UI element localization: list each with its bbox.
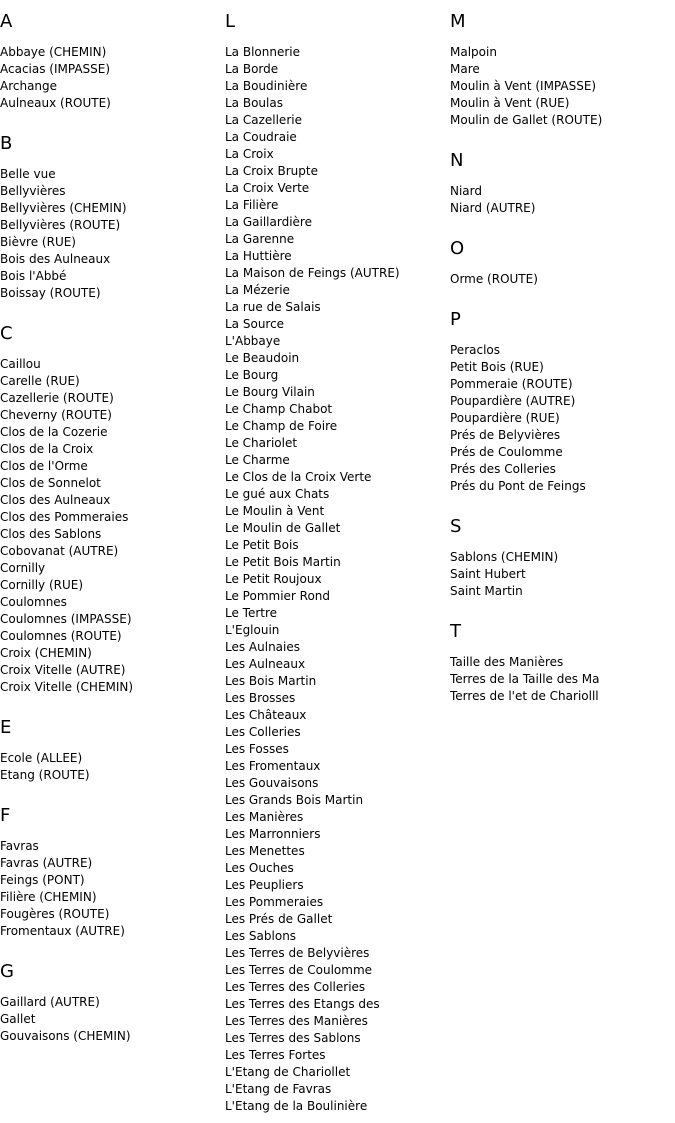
street-list	[0, 838, 220, 940]
street-name: Cazellerie (ROUTE)	[0, 391, 114, 405]
street-name: Cornilly (RUE)	[0, 578, 84, 592]
street-name: Moulin de Gallet (ROUTE)	[450, 113, 603, 127]
street-name: Clos de la Croix	[0, 442, 94, 456]
street-name: Les Terres de Belyvières	[225, 946, 370, 960]
street-name: L'Eglouin	[225, 623, 280, 637]
street-name: Prés des Colleries	[450, 462, 556, 476]
letter-section	[0, 806, 220, 940]
street-name: Les Terres Fortes	[225, 1048, 326, 1062]
street-name: L'Abbaye	[225, 334, 281, 348]
street-name: Les Terres des Etangs des	[225, 997, 380, 1011]
section-letter-heading: E	[0, 717, 12, 738]
street-name: Filière (CHEMIN)	[0, 890, 97, 904]
street-index-column-1	[0, 12, 220, 1045]
street-name: La Mézerie	[225, 283, 290, 297]
street-name: Orme (ROUTE)	[450, 272, 538, 286]
street-name: Niard (AUTRE)	[450, 201, 536, 215]
letter-section	[450, 151, 670, 217]
letter-section	[450, 517, 670, 600]
street-name: La Boudinière	[225, 79, 308, 93]
street-name: Mare	[450, 62, 480, 76]
street-name: Clos des Aulneaux	[0, 493, 111, 507]
street-list	[0, 994, 220, 1045]
street-name: La rue de Salais	[225, 300, 321, 314]
street-name: Les Aulnaies	[225, 640, 300, 654]
street-name: Carelle (RUE)	[0, 374, 80, 388]
street-name: La Coudraie	[225, 130, 297, 144]
street-name: Le Petit Roujoux	[225, 572, 322, 586]
street-name: Les Fosses	[225, 742, 289, 756]
street-name: Feings (PONT)	[0, 873, 85, 887]
street-name: Cornilly	[0, 561, 46, 575]
street-name: Moulin à Vent (IMPASSE)	[450, 79, 597, 93]
street-list	[0, 166, 220, 302]
street-name: Le Chariolet	[225, 436, 298, 450]
street-name: Le Bourg	[225, 368, 279, 382]
street-name: Fougères (ROUTE)	[0, 907, 110, 921]
street-name: Prés du Pont de Feings	[450, 479, 586, 493]
street-name: Les Menettes	[225, 844, 305, 858]
street-name: Le Champ de Foire	[225, 419, 338, 433]
street-name: Le Petit Bois	[225, 538, 299, 552]
street-name: La Croix Brupte	[225, 164, 318, 178]
street-name: La Huttière	[225, 249, 292, 263]
street-list	[0, 44, 220, 112]
street-name: Clos de la Cozerie	[0, 425, 108, 439]
street-name: Bellyvières (CHEMIN)	[0, 201, 127, 215]
street-name: Clos des Pommeraies	[0, 510, 129, 524]
street-name: Peraclos	[450, 343, 501, 357]
street-list	[450, 44, 670, 129]
section-letter-heading: F	[0, 805, 11, 826]
street-name: Bois l'Abbé	[0, 269, 67, 283]
street-name: Les Aulneaux	[225, 657, 306, 671]
section-letter-heading: P	[450, 309, 461, 330]
section-letter-heading: O	[450, 238, 465, 259]
street-index-column-3	[450, 12, 670, 705]
street-name: Le Petit Bois Martin	[225, 555, 341, 569]
street-name: Les Fromentaux	[225, 759, 321, 773]
street-name: Poupardière (RUE)	[450, 411, 560, 425]
street-name: La Gaillardière	[225, 215, 312, 229]
street-name: La Blonnerie	[225, 45, 301, 59]
street-name: Aulneaux (ROUTE)	[0, 96, 111, 110]
street-name: Les Manières	[225, 810, 304, 824]
street-name: Fromentaux (AUTRE)	[0, 924, 125, 938]
street-index-column-2	[225, 12, 445, 1115]
street-name: Le gué aux Chats	[225, 487, 330, 501]
street-name: Croix Vitelle (CHEMIN)	[0, 680, 134, 694]
street-name: Les Terres des Colleries	[225, 980, 366, 994]
street-name: Les Terres de Coulomme	[225, 963, 373, 977]
street-name: Croix Vitelle (AUTRE)	[0, 663, 126, 677]
street-name: La Croix	[225, 147, 274, 161]
section-letter-heading: T	[450, 621, 461, 642]
street-name: Bois des Aulneaux	[0, 252, 111, 266]
street-name: Moulin à Vent (RUE)	[450, 96, 570, 110]
street-name: Le Pommier Rond	[225, 589, 331, 603]
street-name: Le Beaudoin	[225, 351, 300, 365]
street-name: Acacias (IMPASSE)	[0, 62, 111, 76]
street-name: La Filière	[225, 198, 279, 212]
street-list	[0, 356, 220, 696]
street-name: Ecole (ALLEE)	[0, 751, 83, 765]
street-name: Croix (CHEMIN)	[0, 646, 92, 660]
street-name: Gallet	[0, 1012, 36, 1026]
street-name: La Boulas	[225, 96, 283, 110]
street-list	[450, 342, 670, 495]
street-name: Coulomnes (ROUTE)	[0, 629, 122, 643]
street-list	[450, 654, 670, 705]
section-letter-heading: L	[225, 11, 236, 32]
street-name: La Garenne	[225, 232, 295, 246]
street-name: Le Champ Chabot	[225, 402, 333, 416]
section-letter-heading: G	[0, 961, 14, 982]
street-name: Coulomnes	[0, 595, 67, 609]
street-name: Les Marronniers	[225, 827, 321, 841]
section-letter-heading: S	[450, 516, 462, 537]
street-name: Le Charme	[225, 453, 290, 467]
street-name: Gouvaisons (CHEMIN)	[0, 1029, 131, 1043]
street-name: Les Châteaux	[225, 708, 307, 722]
street-name: Les Terres des Manières	[225, 1014, 368, 1028]
street-name: Prés de Belyvières	[450, 428, 561, 442]
street-name: Belle vue	[0, 167, 56, 181]
street-name: La Croix Verte	[225, 181, 310, 195]
street-name: La Cazellerie	[225, 113, 302, 127]
section-letter-heading: C	[0, 323, 13, 344]
street-name: La Maison de Feings (AUTRE)	[225, 266, 400, 280]
street-name: Gaillard (AUTRE)	[0, 995, 100, 1009]
street-name: L'Etang de Chariollet	[225, 1065, 351, 1079]
letter-section	[0, 134, 220, 302]
street-name: Pommeraie (ROUTE)	[450, 377, 573, 391]
street-name: Malpoin	[450, 45, 497, 59]
street-name: L'Etang de Favras	[225, 1082, 332, 1096]
street-name: Le Moulin à Vent	[225, 504, 325, 518]
letter-section	[0, 718, 220, 784]
street-list	[450, 183, 670, 217]
street-name: Le Tertre	[225, 606, 278, 620]
street-list	[225, 44, 445, 1115]
street-name: Favras	[0, 839, 39, 853]
street-name: Petit Bois (RUE)	[450, 360, 544, 374]
section-letter-heading: A	[0, 11, 13, 32]
letter-section	[450, 310, 670, 495]
street-name: Abbaye (CHEMIN)	[0, 45, 107, 59]
street-name: Coulomnes (IMPASSE)	[0, 612, 132, 626]
street-name: Les Colleries	[225, 725, 301, 739]
street-name: Niard	[450, 184, 483, 198]
street-name: Taille des Manières	[450, 655, 564, 669]
street-name: Favras (AUTRE)	[0, 856, 93, 870]
letter-section	[225, 12, 445, 1115]
street-name: Saint Martin	[450, 584, 523, 598]
street-list	[0, 750, 220, 784]
street-name: Etang (ROUTE)	[0, 768, 90, 782]
street-name: Les Terres des Sablons	[225, 1031, 361, 1045]
street-name: Archange	[0, 79, 58, 93]
street-name: Les Ouches	[225, 861, 294, 875]
street-name: Sablons (CHEMIN)	[450, 550, 559, 564]
street-name: Clos des Sablons	[0, 527, 102, 541]
letter-section	[0, 12, 220, 112]
letter-section	[450, 622, 670, 705]
letter-section	[0, 324, 220, 696]
street-name: Poupardière (AUTRE)	[450, 394, 576, 408]
street-name: Clos de l'Orme	[0, 459, 88, 473]
street-name: Caillou	[0, 357, 41, 371]
street-name: Les Bois Martin	[225, 674, 317, 688]
street-name: Les Gouvaisons	[225, 776, 319, 790]
section-letter-heading: B	[0, 133, 13, 154]
street-name: L'Etang de la Boulinière	[225, 1099, 368, 1113]
street-name: Les Sablons	[225, 929, 297, 943]
letter-section	[450, 12, 670, 129]
street-name: Clos de Sonnelot	[0, 476, 101, 490]
street-name: Boissay (ROUTE)	[0, 286, 101, 300]
street-name: Cobovanat (AUTRE)	[0, 544, 119, 558]
street-name: Terres de l'et de Chariolll	[450, 689, 599, 703]
street-name: Bièvre (RUE)	[0, 235, 76, 249]
street-name: Les Grands Bois Martin	[225, 793, 364, 807]
street-name: Bellyvières (ROUTE)	[0, 218, 121, 232]
street-list	[450, 549, 670, 600]
street-name: Le Moulin de Gallet	[225, 521, 341, 535]
street-name: La Source	[225, 317, 285, 331]
street-name: Cheverny (ROUTE)	[0, 408, 112, 422]
street-name: Saint Hubert	[450, 567, 526, 581]
street-name: Bellyvières	[0, 184, 66, 198]
street-name: Le Bourg Vilain	[225, 385, 315, 399]
street-name: Les Brosses	[225, 691, 296, 705]
section-letter-heading: N	[450, 150, 464, 171]
section-letter-heading: M	[450, 11, 466, 32]
street-name: Terres de la Taille des Ma	[450, 672, 600, 686]
street-name: La Borde	[225, 62, 279, 76]
letter-section	[450, 239, 670, 288]
street-name: Prés de Coulomme	[450, 445, 563, 459]
street-name: Les Peupliers	[225, 878, 304, 892]
street-name: Les Prés de Gallet	[225, 912, 333, 926]
street-name: Le Clos de la Croix Verte	[225, 470, 372, 484]
street-name: Les Pommeraies	[225, 895, 324, 909]
letter-section	[0, 962, 220, 1045]
street-list	[450, 271, 670, 288]
